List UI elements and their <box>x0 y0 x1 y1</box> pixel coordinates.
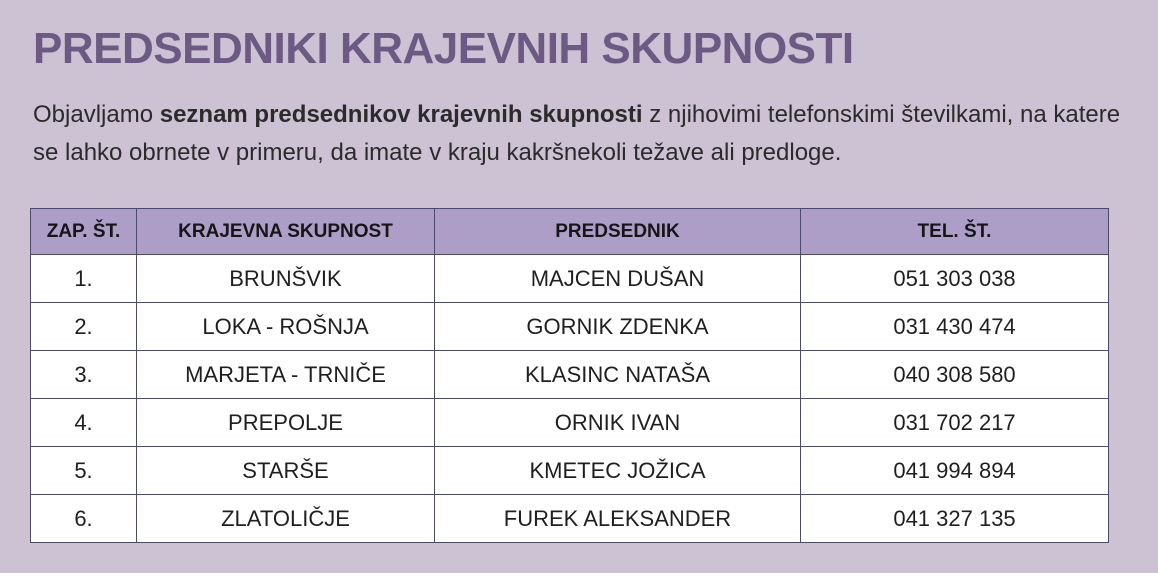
row-number: 6. <box>31 495 137 543</box>
phone-number: 051 303 038 <box>801 255 1109 303</box>
phone-number: 040 308 580 <box>801 351 1109 399</box>
president-name: FUREK ALEKSANDER <box>435 495 801 543</box>
community-name: MARJETA - TRNIČE <box>137 351 435 399</box>
phone-number: 031 702 217 <box>801 399 1109 447</box>
president-name: GORNIK ZDENKA <box>435 303 801 351</box>
president-name: ORNIK IVAN <box>435 399 801 447</box>
column-header-phone: TEL. ŠT. <box>801 209 1109 255</box>
president-name: KMETEC JOŽICA <box>435 447 801 495</box>
column-header-president: PREDSEDNIK <box>435 209 801 255</box>
row-number: 1. <box>31 255 137 303</box>
president-name: KLASINC NATAŠA <box>435 351 801 399</box>
intro-text-bold: seznam predsednikov krajevnih skupnosti <box>159 101 643 128</box>
column-header-number: ZAP. ŠT. <box>31 209 137 255</box>
table-body <box>31 255 1109 543</box>
phone-number: 041 327 135 <box>801 495 1109 543</box>
row-number: 4. <box>31 399 137 447</box>
president-name: MAJCEN DUŠAN <box>435 255 801 303</box>
table-header <box>31 209 1109 255</box>
header-row <box>31 209 1109 255</box>
community-name: STARŠE <box>137 447 435 495</box>
table-row <box>31 303 1109 351</box>
row-number: 2. <box>31 303 137 351</box>
phone-number: 041 994 894 <box>801 447 1109 495</box>
intro-paragraph <box>33 96 1143 172</box>
table-row <box>31 399 1109 447</box>
table-row <box>31 255 1109 303</box>
column-header-community: KRAJEVNA SKUPNOST <box>137 209 435 255</box>
row-number: 5. <box>31 447 137 495</box>
community-name: PREPOLJE <box>137 399 435 447</box>
page-title: PREDSEDNIKI KRAJEVNIH SKUPNOSTI <box>33 24 854 73</box>
table-row <box>31 447 1109 495</box>
community-name: ZLATOLIČJE <box>137 495 435 543</box>
phone-number: 031 430 474 <box>801 303 1109 351</box>
community-name: BRUNŠVIK <box>137 255 435 303</box>
intro-text-end: z njihovimi telefonskimi številkami, na katere se lahko obrnete v primeru, da imate v kraju kakršnekoli težave ali predloge. <box>33 101 1121 166</box>
presidents-table <box>30 208 1109 543</box>
table-row <box>31 351 1109 399</box>
table-row <box>31 495 1109 543</box>
community-name: LOKA - ROŠNJA <box>137 303 435 351</box>
intro-text-start: Objavljamo <box>33 101 160 128</box>
row-number: 3. <box>31 351 137 399</box>
